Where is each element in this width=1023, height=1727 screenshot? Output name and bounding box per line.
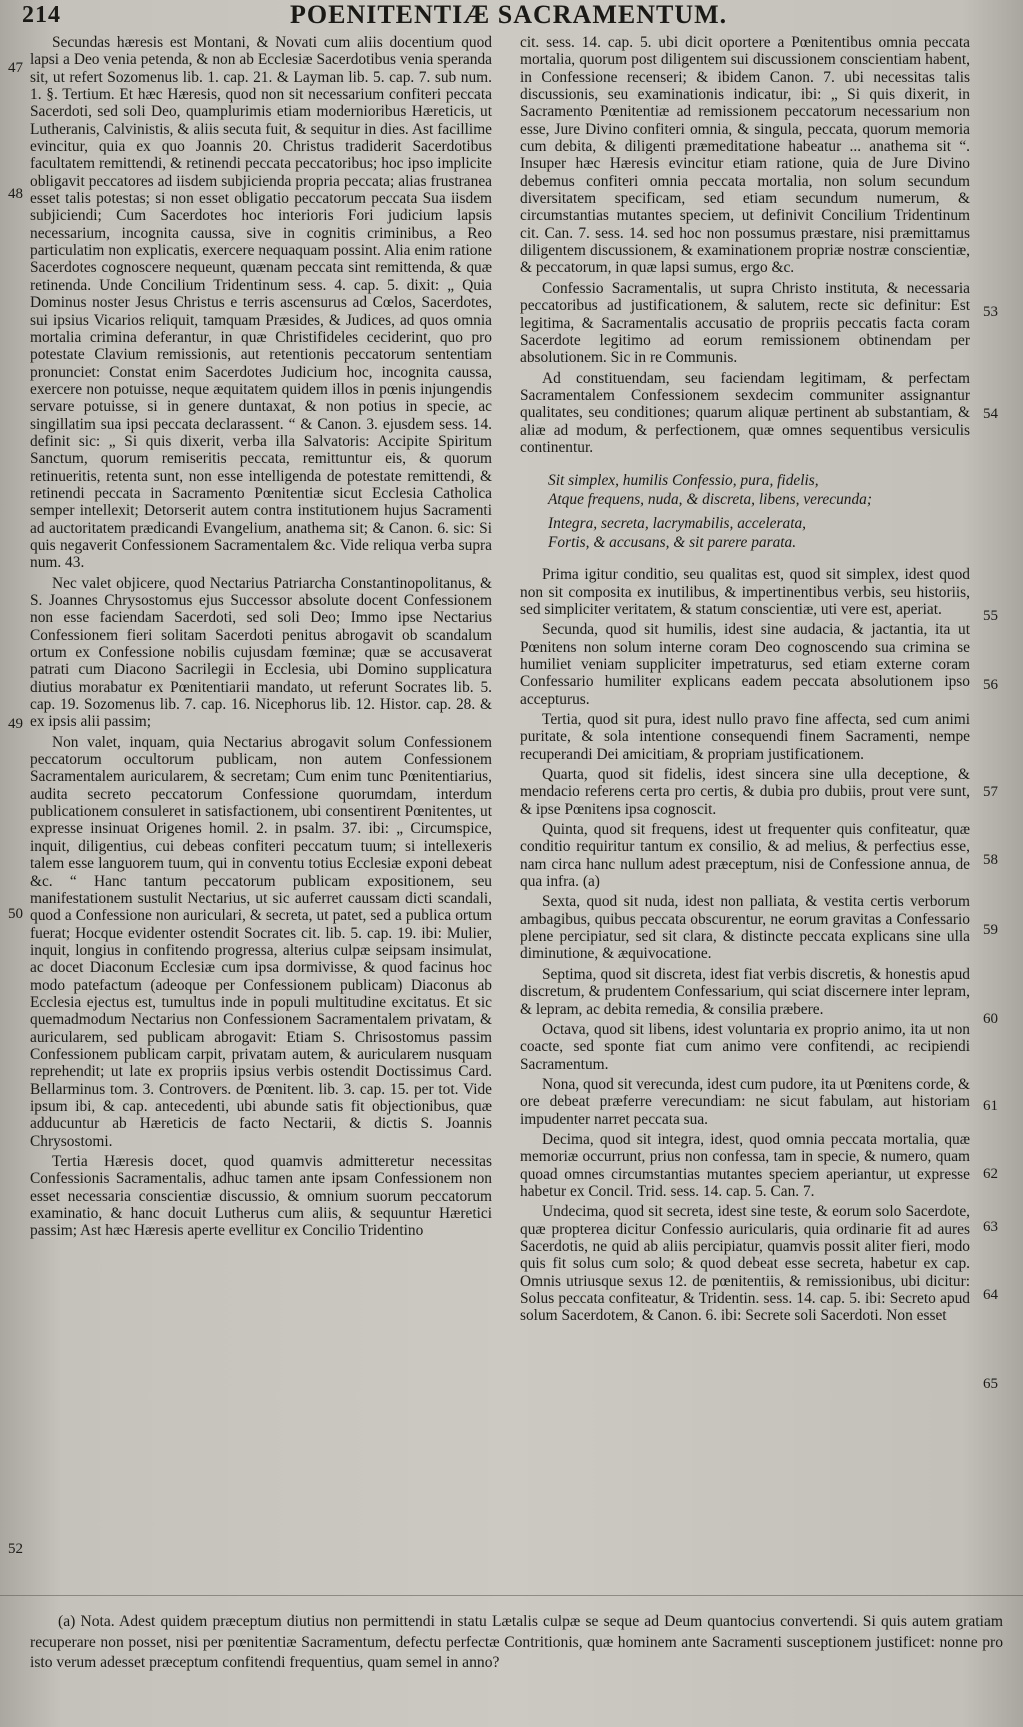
paragraph-octava: Octava, quod sit libens, idest voluntaria ex proprio animo, ita ut non coacte, sed sponte fiat cum animo vere confitendi, ac recipiendi Sacramentum. (520, 1020, 970, 1073)
margin-number: 64 (983, 1287, 998, 1303)
margin-number: 61 (983, 1098, 998, 1114)
verse-line: Fortis, & accusans, & sit parere parata. (548, 533, 797, 551)
verse-line: Sit simplex, humilis Confessio, pura, fidelis, (548, 472, 819, 490)
margin-number: 63 (983, 1219, 998, 1235)
margin-number: 53 (983, 304, 998, 320)
margin-number: 57 (983, 784, 998, 800)
right-column (520, 34, 970, 1325)
paragraph-quarta: Quarta, quod sit fidelis, idest sincera sine ulla deceptione, & mendacio referens certa pro certis, & dubia pro dubiis, prout vere sunt, & ipse Pœnitens ipsa cognoscit. (520, 766, 970, 818)
verse-line: Atque frequens, nuda, & discreta, libens, verecunda; (548, 490, 872, 508)
paragraph-50: Non valet, inquam, quia Nectarius abrogavit solum Confessionem peccatorum occultorum publicam, non autem Confessionem Sacramentalem auricularem, & secretam; Cum enim tunc Pœnitentiarius, audita secreto peccatorum Confessione quorumdam, interdum publicationem consuleret in satisfactionem, ubi consentirent Pœnitentes, ut expresse insinuat Origenes homil. 2. in psalm. 37. ibi: „ Circumspice, inquit, diligentius, cui debeas confiteri peccatum tuum; si intellexeris talem esse languorem tuum, qui in conventu totius Ecclesiæ exponi debeat &c. “ Hanc tantum peccatorum publicam expositionem, seu manifestationem sustulit Nectarius, ut sic auferret caussam dicti scandali, quod a Confessione non auriculari, & secreta, ut patet, sed a publica ortum fuerat; Hocque evidenter ostendit Socrates cit. lib. 5. cap. 19. ibi: Mulier, inquit, longius in confitendo progressa, alterius culpæ seipsam insimulat, ac docet Diaconum Ecclesiæ cum ipsa dormivisse, & quod facinus hoc modo patefactum (adeoque per Confessionem publicam) Diaconus ab Ecclesia ejectus est, tumultus inde in populi multitudine excitatus. Et sic quemadmodum Nectarius non Confessionem Sacramentalem privatam, & auricularem, sed publicam abrogavit: Etiam S. Chrisostomus passim Confessionem publicam carpit, privatam autem, & auricularem nusquam reprehendit; ut late ex propriis ipsius verbis ostendit Doctissimus Card. Bellarminus tom. 3. Controvers. de Pœnitent. lib. 3. cap. 15. per tot. Vide ipsum ibi, & cap. antecedenti, ubi abunde satis fit objectionibus, quæ adducuntur ab Hæreticis de facto Nectarii, & dictis S. Joannis Chrysostomi. (30, 733, 492, 1150)
paragraph-prima: Prima igitur conditio, seu qualitas est, quod sit simplex, idest quod non sit composita ex inutilibus, & impertinentibus verbis, seu historiis, sed simpliciter veritatem, & statum conscientiæ, uti vere est, aperiat. (520, 566, 970, 618)
verse-line: Integra, secreta, lacrymabilis, accelerata, (548, 515, 807, 533)
margin-number: 59 (983, 922, 998, 938)
paragraph-tertia: Tertia, quod sit pura, idest nullo pravo fine affecta, sed cum animi puritate, & sola intentione consequendi finem Sacramenti, nempe recuperandi Dei amicitiam, & propriam justificationem. (520, 711, 970, 763)
margin-number: 47 (8, 60, 23, 76)
margin-number: 49 (8, 716, 23, 732)
paragraph-continued: cit. sess. 14. cap. 5. ubi dicit oportere a Pœnitentibus omnia peccata mortalia, quorum post diligentem sui discussionem conscientiam habent, in Confessione recenseri; & ibidem Canon. 7. ubi necessitas talis discussionis, seu examinationis indicatur, ibi: „ Si quis dixerit, in Sacramento Pœnitentiæ ad remissionem peccatorum necessarium non esse, Jure Divino confiteri omnia, & singula, peccata, quorum memoria cum debita, & diligenti præmeditatione habeatur ... anathema sit “. Insuper hæc Hæresis evincitur etiam ratione, quia de Jure Divino debemus confiteri omnia peccata mortalia, non solum secundum diversitatem specificam, sed etiam secundum numerum, & circumstantias mutantes speciem, ut definivit Concilium Tridentinum cit. Can. 7. sess. 14. sed hoc non possumus præstare, nisi præmittamus diligentem discussionem, & examinationem propriæ nostræ conscientiæ, & peccatorum, in quæ lapsi sumus, ergo &c. (520, 34, 970, 277)
paragraph-septima: Septima, quod sit discreta, idest fiat verbis discretis, & honestis apud discretum, & prudentem Confessarium, qui sciat discernere inter lepram, & lepram, ac debita remedia, & consilia præbere. (520, 965, 970, 1018)
margin-number: 65 (983, 1376, 998, 1392)
page-header (0, 0, 1023, 34)
margin-number: 58 (983, 852, 998, 868)
paragraph-47: Secundas hæresis est Montani, & Novati cum aliis docentium quod lapsi a Deo venia petenda, & non ab Ecclesiæ Sacerdotibus venia speranda sit, ut refert Sozomenus lib. 1. cap. 21. & Layman lib. 5. cap. 7. sub num. 1. §. Tertium. Et hæc Hæresis, quod non sit necessarium confiteri peccata Sacerdoti, sed soli Deo, quamplurimis etiam modernioribus Hæreticis, ut Lutheranis, Calvinistis, & aliis secuta fuit, & sequitur in dies. Ast facillime evincitur, quia ex quo Joannis 20. Christus tradiderit Sacerdotibus facultatem remittendi, & retinendi peccata peccatoribus; hoc ipso implicite obligavit peccatores ad iisdem subjicienda propria peccata; alias frustranea esset talis potestas; si non esset obligatio peccatorum peccata Sua iisdem subjiciendi; Cum Sacerdotes hoc interioris Fori judicium lapsis necessarium, incognita caussa, sive in cognitis criminibus, a Reo particulatim non explicatis, exercere nequaquam possint. Alia enim ratione Sacerdotes cognoscere nequeunt, quænam peccata sint remittenda, & quæ retinenda. Unde Concilium Tridentinum sess. 4. cap. 5. dixit: „ Quia Dominus noster Jesus Christus e terris ascensurus ad Cœlos, Sacerdotes, sui ipsius Vicarios reliquit, tamquam Præsides, & Judices, ad quos omnia mortalia crimina deferantur, in quæ Christifideles ceciderint, quo pro potestate Clavium remissionis, aut retentionis peccatorum sententiam pronunciet: Constat enim Sacerdotes Judicium hoc, incognita caussa, exercere non potuisse, neque æquitatem quidem illos in pœnis injungendis servare potuisse, si in genere duntaxat, & non potius in specie, ac singillatim sua ipsi peccata declarassent. “ & Canon. 3. ejusdem sess. 14. definit sic: „ Si quis dixerit, verba illa Salvatoris: Accipite Spiritum Sanctum, quorum remiseritis peccata, remittuntur eis, & quorum retinueritis, retenta sunt, non esse intelligenda de potestate remittendi, & retinendi peccata in Sacramento Pœnitentiæ sicut Ecclesia Catholica semper intellexit; Detorserit autem contra institutionem hujus Sacramenti ad auctoritatem prædicandi Evangelium, anathema sit; & Canon. 6. sic: Si quis negaverit Confessionem Sacramentalem &c. Vide reliqua verba supra num. 43. (30, 34, 492, 572)
paragraph-nona: Nona, quod sit verecunda, idest cum pudore, ita ut Pœnitens corde, & ore debeat præferre verecundiam: ne sicut fabulam, aut historiam impudenter narret peccata sua. (520, 1075, 970, 1128)
verse-block (520, 472, 970, 552)
paragraph-secunda: Secunda, quod sit humilis, idest sine audacia, & jactantia, ita ut Pœnitens non solum interne coram Deo cognoscendo sua crimina se humiliet veniam suppliciter impetraturus, sed etiam externe coram Confessario humiliter explicans eadem peccata absolutionem ipso accepturus. (520, 621, 970, 708)
margin-number: 60 (983, 1011, 998, 1027)
margin-number: 55 (983, 608, 998, 624)
paragraph-49: Nec valet objicere, quod Nectarius Patriarcha Constantinopolitanus, & S. Joannes Chrysostomus ejus Successor absolute docent Confessionem non esse faciendam Sacerdoti, sed soli Deo; Immo ipse Nectarius Confessionem fieri solitam Sacerdoti penitus abrogavit ob scandalum ortum ex Confessione nobilis cujusdam fœminæ; quæ se accusaverat patrati cum Diacono Sacrilegii in Ecclesia, ubi Domino supplicatura diutius morabatur ex Pœnitentiarii mandato, ut referunt Socrates lib. 5. cap. 19. Sozomenus lib. 7. cap. 16. Nicephorus lib. 12. Histor. cap. 28. & ex ipsis alii passim; (30, 574, 492, 731)
page-number: 214 (22, 2, 61, 28)
paragraph-decima: Decima, quod sit integra, idest, quod omnia peccata mortalia, quæ memoriæ occurrunt, prius non confessa, tam in specie, & numero, quam quoad omnes circumstantias mutantes speciem aperiantur, ut expresse habetur ex Concil. Trid. sess. 14. cap. 5. Can. 7. (520, 1130, 970, 1200)
paragraph-qualities: Ad constituendam, seu faciendam legitimam, & perfectam Sacramentalem Confessionem sexdecim communiter assignantur qualitates, seu conditiones; quarum aliquæ pertinent ab substantiam, & aliæ ad modum, & perfectionem, quæ omnes sequentibus versiculis continentur. (520, 369, 970, 456)
margin-number: 52 (8, 1541, 23, 1557)
paragraph-quinta: Quinta, quod sit frequens, idest ut frequenter quis confiteatur, quæ conditio requiritur tantum ex consilio, & ad melius, & perfectius esse, nam circa hanc nullum adest præceptum, nisi de Confessione annua, de qua infra. (a) (520, 821, 970, 891)
margin-number: 56 (983, 677, 998, 693)
margin-number: 50 (8, 906, 23, 922)
footnote-divider (0, 1595, 1023, 1596)
paragraph-undecima: Undecima, quod sit secreta, idest sine teste, & eorum solo Sacerdote, quæ propterea dicitur Confessio auricularis, quia ordinarie fit ad aures Sacerdotis, ne quid ab aliis percipiatur, quamvis possit aliter fieri, modo quis fit solus cum solo; & quod debeat esse secreta, habetur ex cap. Omnis utriusque sexus 12. de pœnitentiis, & remissionibus, ubi dicitur: Solus peccata confiteatur, & Tridentin. sess. 14. cap. 5. ibi: Secreto apud solum Sacerdotem, & Canon. 6. ibi: Secrete soli Sacerdoti. Non esset (520, 1203, 970, 1325)
running-title: POENITENTIÆ SACRAMENTUM. (290, 0, 728, 29)
paragraph-sexta: Sexta, quod sit nuda, idest non palliata, & vestita certis verborum ambagibus, quibus peccata obscurentur, ne eorum gravitas a Confessario plene percipiatur, sed sit clara, & distincte peccata explicans sine ulla diminutione, & æquivocatione. (520, 893, 970, 963)
left-column (30, 34, 492, 1240)
footnote: (a) Nota. Adest quidem præceptum diutius non permittendi in statu Lætalis culpæ se seque ad Deum quantocius convertendi. Si quis autem gratiam recuperare non posset, nisi per pœnitentiæ Sacramentum, defectu perfectæ Contritionis, quæ hominem ante Sacramenti susceptionem justificet: nonne pro isto verum adesset præceptum confitendi frequentius, quam semel in anno? (30, 1613, 1003, 1671)
margin-number: 62 (983, 1166, 998, 1182)
margin-number: 54 (983, 406, 998, 422)
margin-number: 48 (8, 186, 23, 202)
paragraph-definition: Confessio Sacramentalis, ut supra Christo instituta, & necessaria peccatoribus ad justificationem, & salutem, recte sic definitur: Est legitima, & Sacramentalis accusatio de propriis peccatis facta coram Sacerdote legitimo ad eorum remissionem obtinendam per absolutionem. Sic in re Communis. (520, 279, 970, 367)
paragraph-51: Tertia Hæresis docet, quod quamvis admitteretur necessitas Confessionis Sacramentalis, adhuc tamen ante ipsam Confessionem non esset necessaria conscientiæ discussio, & omnium suorum peccatorum examinatio, & hanc docuit Lutherus cum aliis, & sequuntur Hæretici passim; Ast hæc Hæresis aperte evellitur ex Concilio Tridentino (30, 1153, 492, 1240)
